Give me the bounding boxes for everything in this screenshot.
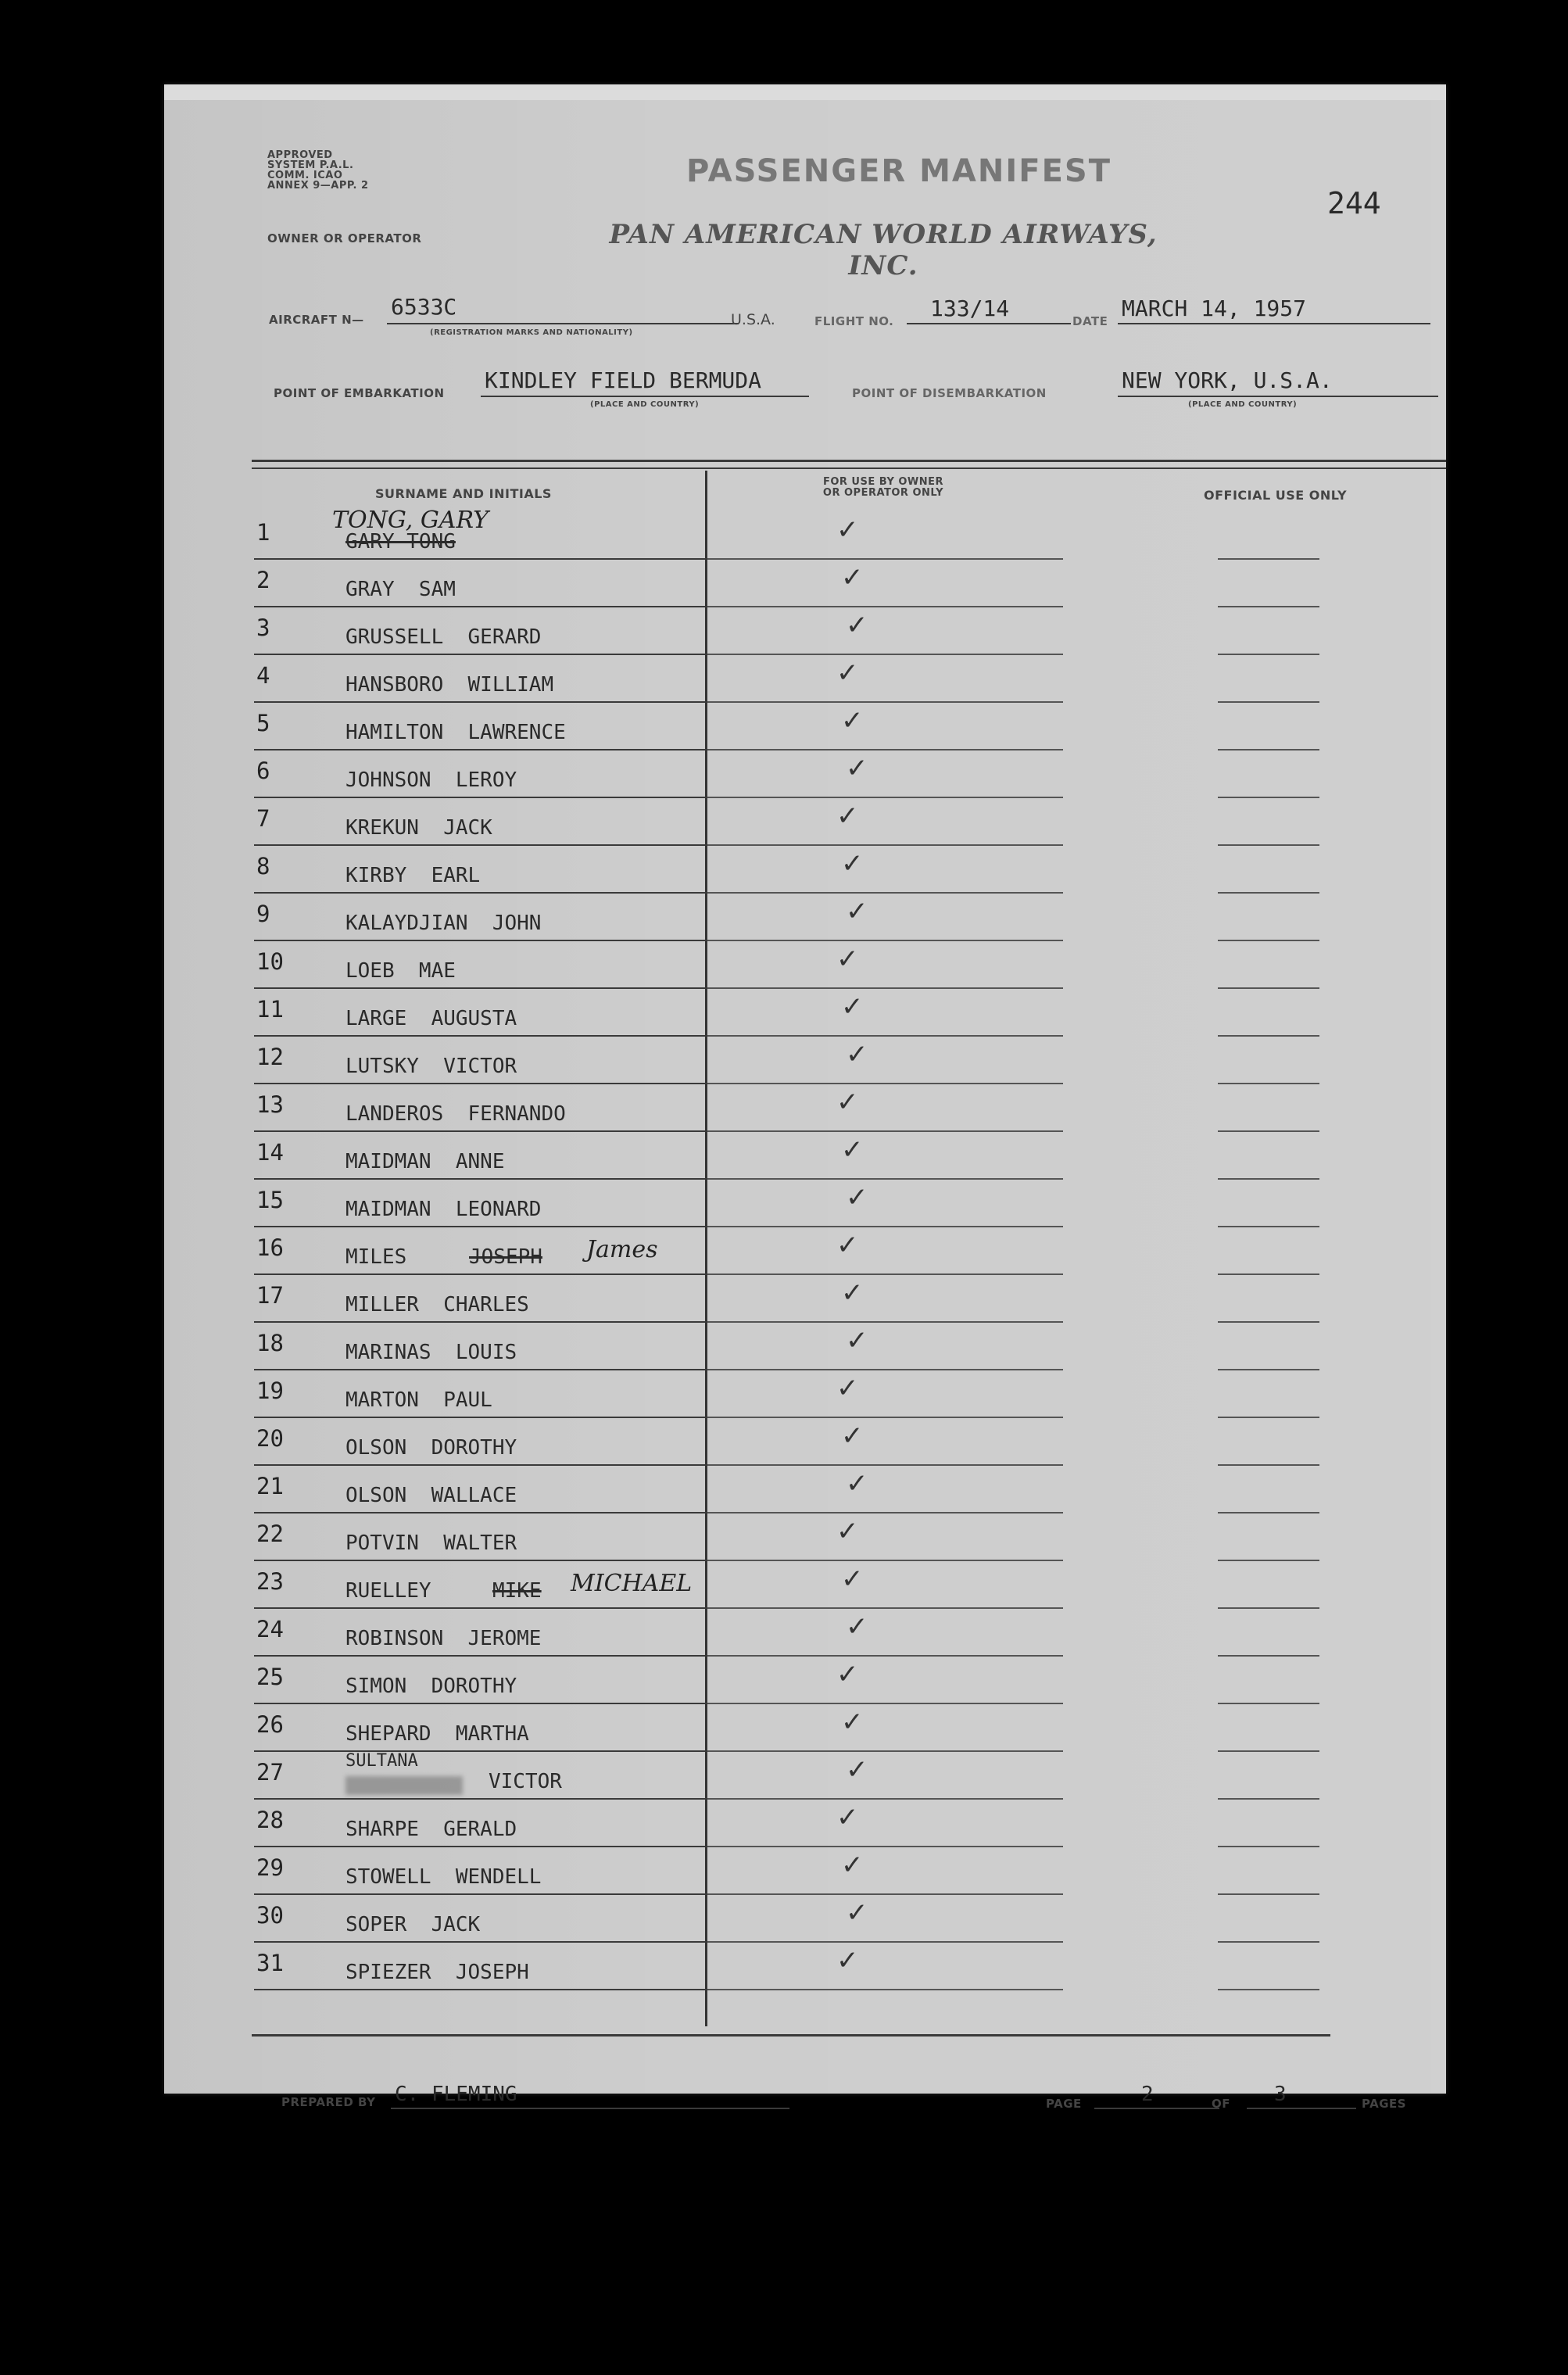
official-column-rule: [1218, 749, 1319, 750]
row-rule: [254, 940, 707, 941]
check-mark-icon: ✓: [841, 848, 864, 879]
table-row: [164, 1896, 1446, 1943]
table-row: [164, 990, 1446, 1037]
row-name-correction: SULTANA: [345, 1751, 418, 1771]
row-rule: [254, 558, 707, 560]
table-row: [164, 1800, 1446, 1848]
owner-column-rule: [707, 1750, 1063, 1752]
owner-column-rule: [707, 892, 1063, 894]
row-number: 2: [256, 567, 270, 593]
page-label: PAGE: [1046, 2097, 1082, 2111]
check-mark-icon: ✓: [836, 1516, 859, 1547]
row-rule: [254, 1083, 707, 1084]
row-number: 16: [256, 1234, 284, 1261]
owner-column-rule: [707, 1130, 1063, 1132]
official-column-rule: [1218, 1321, 1319, 1323]
owner-column-rule: [707, 1369, 1063, 1370]
check-mark-icon: ✓: [846, 1897, 868, 1929]
official-column-rule: [1218, 1798, 1319, 1800]
check-mark-icon: ✓: [836, 1945, 859, 1976]
row-rule: [254, 987, 707, 989]
page-stamp: 244: [1327, 186, 1381, 220]
owner-column-rule: [707, 1846, 1063, 1847]
passenger-name: JOHNSON LEROY: [345, 768, 517, 792]
row-rule: [254, 606, 707, 607]
form-title: PASSENGER MANIFEST: [686, 153, 1112, 189]
check-mark-icon: ✓: [846, 896, 868, 927]
row-number: 4: [256, 662, 270, 689]
row-number: 25: [256, 1664, 284, 1690]
row-number: 7: [256, 805, 270, 832]
owner-column-rule: [707, 797, 1063, 798]
official-column-rule: [1218, 987, 1319, 989]
check-mark-icon: ✓: [841, 991, 864, 1023]
table-bottom-rule: [252, 2034, 1330, 2036]
official-column-rule: [1218, 1893, 1319, 1895]
check-mark-icon: ✓: [846, 1182, 868, 1213]
row-number: 11: [256, 996, 284, 1023]
passenger-name: KREKUN JACK: [345, 816, 492, 840]
check-mark-icon: ✓: [841, 705, 864, 736]
prepared-label: PREPARED BY: [281, 2095, 376, 2109]
owner-column-rule: [707, 1989, 1063, 1990]
owner-column-rule: [707, 1273, 1063, 1275]
owner-column-rule: [707, 1941, 1063, 1943]
passenger-name: MARTON PAUL: [345, 1388, 492, 1412]
passenger-name: SHEPARD MARTHA: [345, 1722, 529, 1746]
passenger-name: STOWELL WENDELL: [345, 1865, 542, 1889]
owner-column-rule: [707, 606, 1063, 607]
check-mark-icon: ✓: [836, 1230, 859, 1261]
owner-column-rule: [707, 1178, 1063, 1180]
row-rule: [254, 1464, 707, 1466]
table-row: [164, 799, 1446, 847]
row-number: 18: [256, 1330, 284, 1356]
owner-column-rule: [707, 940, 1063, 941]
official-column-rule: [1218, 1178, 1319, 1180]
official-column-rule: [1218, 1130, 1319, 1132]
row-rule: [254, 1369, 707, 1370]
manifest-page: [164, 84, 1446, 2111]
header-rule-bottom: [252, 467, 1446, 469]
passenger-name: LOEB MAE: [345, 959, 456, 983]
owner-column-rule: [707, 1607, 1063, 1609]
pages-label: PAGES: [1362, 2097, 1407, 2111]
row-rule: [254, 1989, 707, 1990]
row-rule: [254, 1798, 707, 1800]
row-rule: [254, 1703, 707, 1704]
row-number: 6: [256, 758, 270, 784]
official-column-rule: [1218, 1846, 1319, 1847]
owner-column-rule: [707, 987, 1063, 989]
check-mark-icon: ✓: [841, 1420, 864, 1452]
owner-column-rule: [707, 749, 1063, 750]
approval-note: APPROVED SYSTEM P.A.L. COMM. ICAO ANNEX 9—APP. 2: [267, 149, 369, 192]
date-value: MARCH 14, 1957: [1122, 296, 1307, 321]
passenger-name: HANSBORO WILLIAM: [345, 673, 554, 697]
operator-name: PAN AMERICAN WORLD AIRWAYS, INC.: [609, 219, 1158, 281]
row-number: 1: [256, 519, 270, 546]
page-value: 2: [1141, 2083, 1154, 2106]
owner-label: OWNER OR OPERATOR: [267, 231, 422, 245]
check-mark-icon: ✓: [846, 610, 868, 641]
check-mark-icon: ✓: [836, 514, 859, 546]
official-column-rule: [1218, 940, 1319, 941]
passenger-name: SIMON DOROTHY: [345, 1675, 517, 1698]
passenger-name: SHARPE GERALD: [345, 1818, 517, 1841]
owner-column-rule: [707, 1226, 1063, 1227]
owner-column-rule: [707, 1560, 1063, 1561]
row-rule: [254, 749, 707, 750]
row-rule: [254, 1560, 707, 1561]
prepared-underline: [391, 2108, 789, 2109]
passenger-name: MILLER CHARLES: [345, 1293, 529, 1316]
usa-label: U.S.A.: [731, 311, 775, 328]
column-header-owner: FOR USE BY OWNER OR OPERATOR ONLY: [822, 476, 944, 499]
row-rule: [254, 1417, 707, 1418]
row-number: 10: [256, 948, 284, 975]
flight-label: FLIGHT NO.: [814, 314, 894, 328]
row-number: 19: [256, 1377, 284, 1404]
row-rule: [254, 797, 707, 798]
official-column-rule: [1218, 844, 1319, 846]
aircraft-label: AIRCRAFT N—: [269, 313, 364, 327]
of-value: 3: [1274, 2083, 1287, 2106]
passenger-name: LUTSKY VICTOR: [345, 1055, 517, 1078]
official-column-rule: [1218, 606, 1319, 607]
owner-column-rule: [707, 558, 1063, 560]
check-mark-icon: ✓: [836, 1373, 859, 1404]
check-mark-icon: ✓: [836, 1802, 859, 1833]
official-column-rule: [1218, 1560, 1319, 1561]
row-rule: [254, 844, 707, 846]
passenger-name: MILES: [345, 1245, 407, 1269]
official-column-rule: [1218, 1273, 1319, 1275]
table-row: [164, 561, 1446, 608]
row-number: 12: [256, 1044, 284, 1070]
passenger-name: RUELLEY: [345, 1579, 431, 1603]
table-row: [164, 1514, 1446, 1562]
row-number: 27: [256, 1759, 284, 1786]
official-column-rule: [1218, 1941, 1319, 1943]
disembark-underline: [1118, 396, 1438, 397]
official-column-rule: [1218, 1989, 1319, 1990]
passenger-name: MAIDMAN LEONARD: [345, 1198, 542, 1221]
check-mark-icon: ✓: [836, 801, 859, 832]
owner-column-rule: [707, 844, 1063, 846]
table-row: [164, 1371, 1446, 1419]
row-number: 30: [256, 1902, 284, 1929]
official-column-rule: [1218, 1750, 1319, 1752]
row-rule: [254, 654, 707, 655]
of-underline: [1247, 2108, 1356, 2109]
disembark-label: POINT OF DISEMBARKATION: [852, 386, 1047, 400]
row-rule: [254, 1750, 707, 1752]
check-mark-icon: ✓: [841, 1564, 864, 1595]
row-number: 23: [256, 1568, 284, 1595]
row-rule: [254, 892, 707, 894]
erasure-smudge: [345, 1776, 463, 1795]
row-rule: [254, 1655, 707, 1657]
table-row: [164, 608, 1446, 656]
page-underline: [1094, 2108, 1219, 2109]
row-number: 29: [256, 1854, 284, 1881]
official-column-rule: [1218, 1035, 1319, 1037]
table-row: [164, 894, 1446, 942]
row-rule: [254, 1893, 707, 1895]
check-mark-icon: ✓: [836, 944, 859, 975]
official-column-rule: [1218, 1512, 1319, 1513]
table-row: [164, 942, 1446, 990]
row-rule: [254, 1130, 707, 1132]
check-mark-icon: ✓: [846, 1325, 868, 1356]
table-row: [164, 1610, 1446, 1657]
official-column-rule: [1218, 1417, 1319, 1418]
row-rule: [254, 1846, 707, 1847]
table-row: [164, 1180, 1446, 1228]
registration-caption: (REGISTRATION MARKS AND NATIONALITY): [430, 328, 633, 337]
row-rule: [254, 1607, 707, 1609]
official-column-rule: [1218, 701, 1319, 703]
owner-column-rule: [707, 1512, 1063, 1513]
official-column-rule: [1218, 558, 1319, 560]
row-rule: [254, 1512, 707, 1513]
aircraft-value: 6533C: [391, 294, 457, 320]
row-rule: [254, 701, 707, 703]
passenger-name: KALAYDJIAN JOHN: [345, 912, 542, 935]
check-mark-icon: ✓: [841, 562, 864, 593]
official-column-rule: [1218, 1607, 1319, 1609]
table-row: [164, 1324, 1446, 1371]
date-label: DATE: [1072, 314, 1108, 328]
check-mark-icon: ✓: [846, 1039, 868, 1070]
passenger-name: MAIDMAN ANNE: [345, 1150, 505, 1173]
flight-value: 133/14: [930, 296, 1010, 321]
passenger-name: GARY TONG: [345, 530, 456, 553]
owner-column-rule: [707, 1464, 1063, 1466]
row-rule: [254, 1321, 707, 1323]
row-number: 13: [256, 1091, 284, 1118]
owner-column-rule: [707, 1655, 1063, 1657]
check-mark-icon: ✓: [846, 1611, 868, 1642]
table-row: [164, 1419, 1446, 1467]
table-row: [164, 1133, 1446, 1180]
row-number: 20: [256, 1425, 284, 1452]
row-number: 26: [256, 1711, 284, 1738]
passenger-name: GRUSSELL GERARD: [345, 625, 542, 649]
table-row: [164, 1276, 1446, 1324]
embark-value: KINDLEY FIELD BERMUDA: [485, 367, 762, 393]
row-number: 15: [256, 1187, 284, 1213]
struck-first-name: MIKE: [492, 1579, 542, 1603]
passenger-name: LARGE AUGUSTA: [345, 1007, 517, 1030]
owner-column-rule: [707, 701, 1063, 703]
embark-label: POINT OF EMBARKATION: [274, 386, 445, 400]
embark-underline: [481, 396, 809, 397]
check-mark-icon: ✓: [846, 753, 868, 784]
row-number: 5: [256, 710, 270, 736]
row-number: 14: [256, 1139, 284, 1166]
row-rule: [254, 1178, 707, 1180]
passenger-name: GRAY SAM: [345, 578, 456, 601]
row-number: 3: [256, 614, 270, 641]
header-rule-top: [252, 460, 1446, 462]
row-number: 17: [256, 1282, 284, 1309]
official-column-rule: [1218, 797, 1319, 798]
passenger-name: OLSON DOROTHY: [345, 1436, 517, 1460]
row-rule: [254, 1273, 707, 1275]
table-row: [164, 1228, 1446, 1276]
table-row: [164, 1467, 1446, 1514]
owner-column-rule: [707, 1321, 1063, 1323]
row-number: 28: [256, 1807, 284, 1833]
passenger-name: ROBINSON JEROME: [345, 1627, 542, 1650]
table-row: [164, 507, 1446, 561]
handwritten-correction: MICHAEL: [571, 1570, 693, 1597]
embark-caption: (PLACE AND COUNTRY): [590, 400, 700, 409]
check-mark-icon: ✓: [846, 1468, 868, 1499]
table-row: [164, 1657, 1446, 1705]
disembark-caption: (PLACE AND COUNTRY): [1188, 400, 1298, 409]
official-column-rule: [1218, 1083, 1319, 1084]
table-row: [164, 847, 1446, 894]
official-column-rule: [1218, 654, 1319, 655]
aircraft-underline: [387, 323, 739, 324]
row-number: 21: [256, 1473, 284, 1499]
passenger-name: SPIEZER JOSEPH: [345, 1961, 529, 1984]
passenger-name: VICTOR: [489, 1770, 562, 1793]
column-header-official: OFFICIAL USE ONLY: [1204, 488, 1348, 503]
owner-column-rule: [707, 654, 1063, 655]
table-row: [164, 704, 1446, 751]
passenger-name: MARINAS LOUIS: [345, 1341, 517, 1364]
owner-column-rule: [707, 1893, 1063, 1895]
row-number: 24: [256, 1616, 284, 1642]
table-row: [164, 656, 1446, 704]
passenger-name: OLSON WALLACE: [345, 1484, 517, 1507]
check-mark-icon: ✓: [841, 1134, 864, 1166]
date-underline: [1118, 323, 1430, 324]
table-row: [164, 1848, 1446, 1896]
row-number: 31: [256, 1950, 284, 1976]
table-row: [164, 1705, 1446, 1753]
check-mark-icon: ✓: [836, 1087, 859, 1118]
handwritten-correction: TONG, GARY: [332, 507, 489, 534]
official-column-rule: [1218, 1226, 1319, 1227]
struck-first-name: JOSEPH: [469, 1245, 542, 1269]
owner-column-rule: [707, 1035, 1063, 1037]
table-row: [164, 1943, 1446, 1991]
table-row: [164, 1037, 1446, 1085]
official-column-rule: [1218, 1369, 1319, 1370]
row-rule: [254, 1035, 707, 1037]
check-mark-icon: ✓: [841, 1850, 864, 1881]
check-mark-icon: ✓: [846, 1754, 868, 1786]
check-mark-icon: ✓: [836, 657, 859, 689]
passenger-name: LANDEROS FERNANDO: [345, 1102, 566, 1126]
check-mark-icon: ✓: [841, 1277, 864, 1309]
official-column-rule: [1218, 1703, 1319, 1704]
row-rule: [254, 1941, 707, 1943]
prepared-by-value: C. FLEMING: [395, 2083, 517, 2106]
owner-column-rule: [707, 1798, 1063, 1800]
table-row: [164, 751, 1446, 799]
passenger-name: KIRBY EARL: [345, 864, 481, 887]
of-label: OF: [1212, 2097, 1230, 2111]
check-mark-icon: ✓: [836, 1659, 859, 1690]
owner-column-rule: [707, 1703, 1063, 1704]
passenger-name: HAMILTON LAWRENCE: [345, 721, 566, 744]
official-column-rule: [1218, 1655, 1319, 1657]
official-column-rule: [1218, 892, 1319, 894]
table-row: [164, 1562, 1446, 1610]
column-header-name: SURNAME AND INITIALS: [375, 486, 552, 501]
table-row: [164, 1753, 1446, 1800]
row-rule: [254, 1226, 707, 1227]
owner-column-rule: [707, 1417, 1063, 1418]
row-number: 8: [256, 853, 270, 879]
owner-column-rule: [707, 1083, 1063, 1084]
flight-underline: [907, 323, 1071, 324]
passenger-name: POTVIN WALTER: [345, 1531, 517, 1555]
check-mark-icon: ✓: [841, 1707, 864, 1738]
handwritten-correction: James: [586, 1236, 658, 1263]
disembark-value: NEW YORK, U.S.A.: [1122, 367, 1333, 393]
row-number: 22: [256, 1521, 284, 1547]
passenger-name: SOPER JACK: [345, 1913, 481, 1936]
row-number: 9: [256, 901, 270, 927]
table-row: [164, 1085, 1446, 1133]
official-column-rule: [1218, 1464, 1319, 1466]
